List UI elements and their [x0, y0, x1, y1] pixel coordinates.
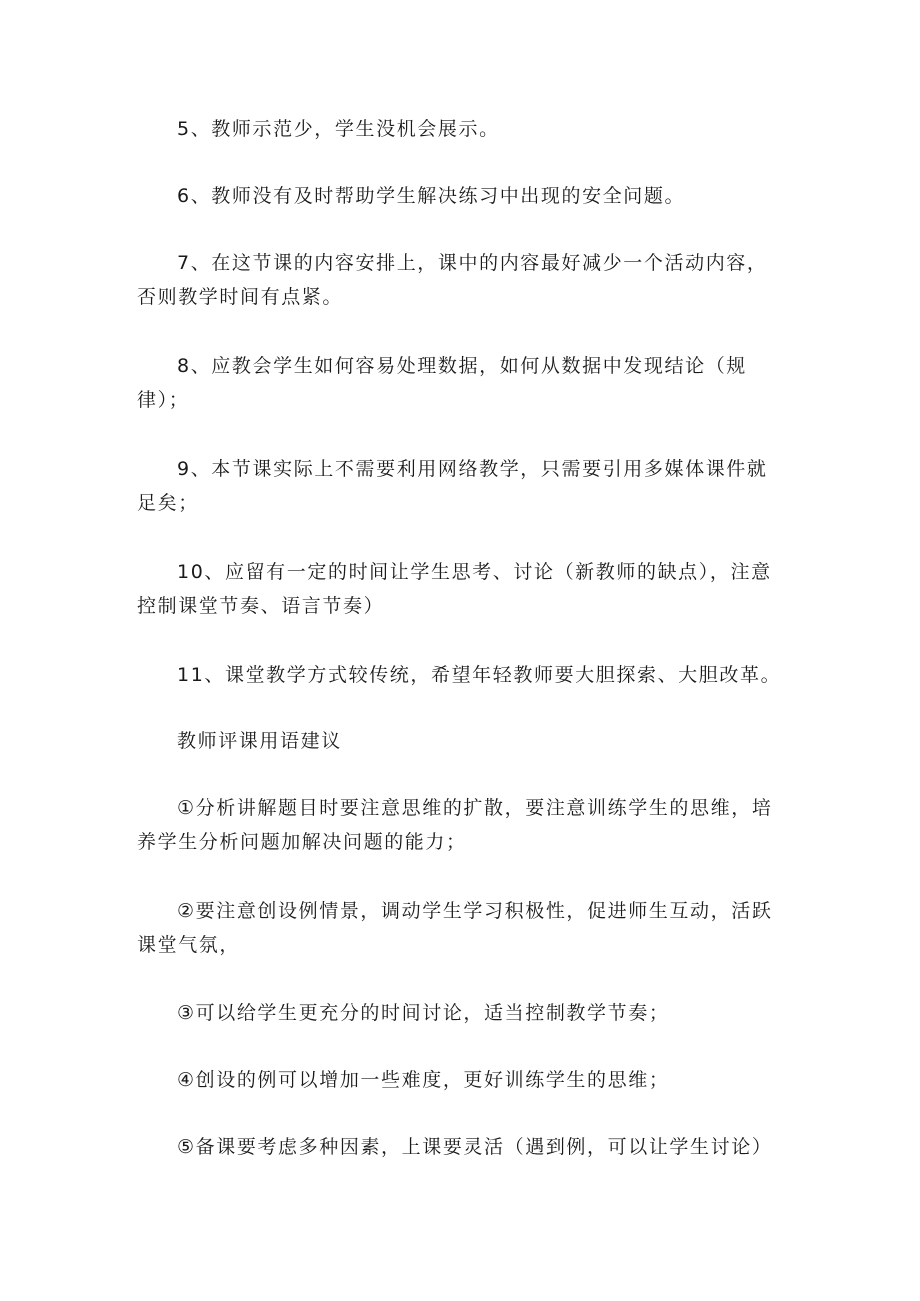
suggestion-item: ④创设的例可以增加一些难度，更好训练学生的思维；	[177, 1069, 670, 1091]
suggestion-item: ⑤备课要考虑多种因素，上课要灵活（遇到例，可以让学生讨论）	[177, 1136, 773, 1158]
paragraph-8: 8、应教会学生如何容易处理数据，如何从数据中发现结论（规律）；	[137, 355, 747, 411]
suggestion-item: ②要注意创设例情景，调动学生学习积极性，促进师生互动，活跃课堂气氛，	[137, 900, 773, 956]
paragraph-9: 9、本节课实际上不需要利用网络教学，只需要引用多媒体课件就足矣；	[137, 458, 768, 514]
paragraph-5: 5、教师示范少，学生没机会展示。	[177, 118, 500, 140]
paragraph-10: 10、应留有一定的时间让学生思考、讨论（新教师的缺点），注意控制课堂节奏、语言节奏）	[137, 561, 772, 617]
paragraph-7: 7、在这节课的内容安排上，课中的内容最好减少一个活动内容，否则教学时间有点紧。	[137, 252, 768, 308]
paragraph-6: 6、教师没有及时帮助学生解决练习中出现的安全问题。	[177, 185, 686, 207]
section-title: 教师评课用语建议	[177, 730, 342, 752]
suggestion-item: ③可以给学生更充分的时间讨论，适当控制教学节奏；	[177, 1002, 670, 1024]
paragraph-11: 11、课堂教学方式较传统，希望年轻教师要大胆探索、大胆改革。	[177, 664, 782, 686]
suggestion-item: ①分析讲解题目时要注意思维的扩散，要注意训练学生的思维，培养学生分析问题加解决问题的能力；	[137, 797, 773, 853]
